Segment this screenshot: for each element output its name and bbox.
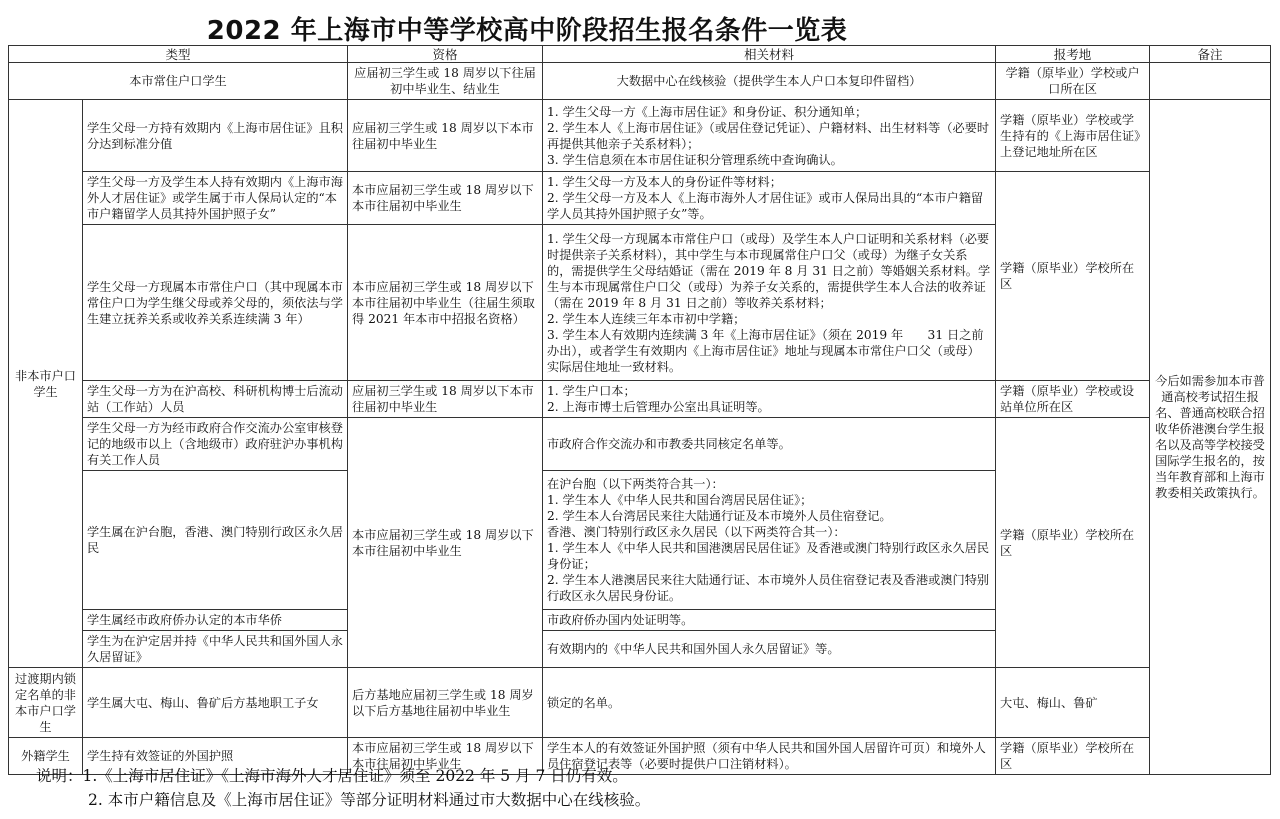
cell-r2-materials: 1. 学生父母一方及本人的身份证件等材料； 2. 学生父母一方及本人《上海市海外人才居住证》或市人保局出具的“本市户籍留学人员其持外国护照子女”等。 bbox=[543, 172, 996, 225]
cell-r2-qualification: 本市应届初三学生或 18 周岁以下本市往届初中毕业生 bbox=[348, 172, 543, 225]
table-row bbox=[9, 172, 1271, 225]
header-type: 类型 bbox=[9, 46, 348, 63]
page-title: 2022 年上海市中等学校高中阶段招生报名条件一览表 bbox=[206, 16, 848, 46]
header-exam-location: 报考地 bbox=[996, 46, 1150, 63]
footnotes bbox=[36, 764, 650, 812]
table-row-local bbox=[9, 63, 1271, 100]
header-materials: 相关材料 bbox=[543, 46, 996, 63]
cell-r8-type: 学生为在沪定居并持《中华人民共和国外国人永久居留证》 bbox=[83, 631, 348, 668]
footnote-1: 说明：1.《上海市居住证》《上海市海外人才居住证》须至 2022 年 5 月 7 日仍有效。 bbox=[36, 767, 628, 785]
cell-r10-materials: 学生本人的有效签证外国护照（须有中华人民共和国外国人居留许可页）和境外人员住宿登记表等（必要时提供户口注销材料）。 bbox=[543, 738, 996, 775]
cell-r5-type: 学生父母一方为经市政府合作交流办公室审核登记的地级市以上（含地级市）政府驻沪办事机构有关工作人员 bbox=[83, 418, 348, 471]
cell-r1-type: 学生父母一方持有效期内《上海市居住证》且积分达到标准分值 bbox=[83, 100, 348, 172]
footnote-2: 2. 本市户籍信息及《上海市居住证》等部分证明材料通过市大数据中心在线核验。 bbox=[88, 791, 651, 809]
cell-r4-type: 学生父母一方为在沪高校、科研机构博士后流动站（工作站）人员 bbox=[83, 381, 348, 418]
cell-r7-materials: 市政府侨办国内处证明等。 bbox=[543, 610, 996, 631]
cell-r3-location: 学籍（原毕业）学校所在区 bbox=[996, 172, 1150, 381]
cell-r5-location: 学籍（原毕业）学校所在区 bbox=[996, 418, 1150, 668]
cell-local-type: 本市常住户口学生 bbox=[9, 63, 348, 100]
cell-local-materials: 大数据中心在线核验（提供学生本人户口本复印件留档） bbox=[543, 63, 996, 100]
cell-remark: 今后如需参加本市普通高校考试招生报名、普通高校联合招收华侨港澳台学生报名以及高等学校接受国际学生报名的，按当年教育部和上海市教委相关政策执行。 bbox=[1150, 100, 1271, 775]
cell-r9-location: 大屯、梅山、鲁矿 bbox=[996, 668, 1150, 738]
cell-r1-materials: 1. 学生父母一方《上海市居住证》和身份证、积分通知单； 2. 学生本人《上海市居住证》（或居住登记凭证）、户籍材料、出生材料等（必要时再提供其他亲子关系材料）； 3. 学生信息须在本市居住证积分管理系统中查询确认。 bbox=[543, 100, 996, 172]
cell-r9-materials: 锁定的名单。 bbox=[543, 668, 996, 738]
cell-r8-materials: 有效期内的《中华人民共和国外国人永久居留证》等。 bbox=[543, 631, 996, 668]
cell-local-location: 学籍（原毕业）学校或户口所在区 bbox=[996, 63, 1150, 100]
cell-r4-materials: 1. 学生户口本； 2. 上海市博士后管理办公室出具证明等。 bbox=[543, 381, 996, 418]
cell-r10-type: 学生持有效签证的外国护照 bbox=[83, 738, 348, 775]
cell-r3-qualification: 本市应届初三学生或 18 周岁以下本市往届初中毕业生（往届生须取得 2021 年本市中招报名资格） bbox=[348, 225, 543, 381]
cell-r9-type: 学生属大屯、梅山、鲁矿后方基地职工子女 bbox=[83, 668, 348, 738]
cell-r6-materials: 在沪台胞（以下两类符合其一）： 1. 学生本人《中华人民共和国台湾居民居住证》； 2. 学生本人台湾居民来往大陆通行证及本市境外人员住宿登记。 香港、澳门特别行政区永久居民（以下两类符合其一）： 1. 学生本人《中华人民共和国港澳居民居住证》及香港或澳门特别行政区永久居民身份证； 2. 学生本人港澳居民来往大陆通行证、本市境外人员住宿登记表及香港或澳门特别行政区永久居民身份证。 bbox=[543, 471, 996, 610]
table-row bbox=[9, 668, 1271, 738]
table-row bbox=[9, 381, 1271, 418]
cell-r5-materials: 市政府合作交流办和市教委共同核定名单等。 bbox=[543, 418, 996, 471]
cell-r10-qualification: 本市应届初三学生或 18 周岁以下本市往届初中毕业生 bbox=[348, 738, 543, 775]
cell-r1-qualification: 应届初三学生或 18 周岁以下本市往届初中毕业生 bbox=[348, 100, 543, 172]
cell-r5-qualification: 本市应届初三学生或 18 周岁以下本市往届初中毕业生 bbox=[348, 418, 543, 668]
cell-r10-category: 外籍学生 bbox=[9, 738, 83, 775]
cell-r4-location: 学籍（原毕业）学校或设站单位所在区 bbox=[996, 381, 1150, 418]
cell-r4-qualification: 应届初三学生或 18 周岁以下本市往届初中毕业生 bbox=[348, 381, 543, 418]
cell-r1-location: 学籍（原毕业）学校或学生持有的《上海市居住证》上登记地址所在区 bbox=[996, 100, 1150, 172]
table-row bbox=[9, 100, 1271, 172]
cell-r3-type: 学生父母一方现属本市常住户口（其中现属本市常住户口为学生继父母或养父母的，须依法与学生建立抚养关系或收养关系连续满 3 年） bbox=[83, 225, 348, 381]
header-row bbox=[9, 46, 1271, 63]
cell-r9-qualification: 后方基地应届初三学生或 18 周岁以下后方基地往届初中毕业生 bbox=[348, 668, 543, 738]
cell-nonlocal-category: 非本市户口学生 bbox=[9, 100, 83, 668]
cell-local-qualification: 应届初三学生或 18 周岁以下往届初中毕业生、结业生 bbox=[348, 63, 543, 100]
cell-r9-category: 过渡期内锁定名单的非本市户口学生 bbox=[9, 668, 83, 738]
cell-r3-materials: 1. 学生父母一方现属本市常住户口（或母）及学生本人户口证明和关系材料（必要时提供亲子关系材料），其中学生与本市现属常住户口父（或母）为继子女关系的，需提供学生父母结婚证（需在 2019 年 8 月 31 日之前）等婚姻关系材料。学生与本市现属常住户口父（或母）为养子女关系的，需提供学生本人合法的收养证（需在 2019 年 8 月 31 日之前）等收养关系材料； 2. 学生本人连续三年本市初中学籍； 3. 学生本人有效期内连续满 3 年《上海市居住证》（须在 2019 年 31 日之前办出），或者学生有效期内《上海市居住证》地址与现属本市常住户口父（或母）实际居住地址一致材料。 bbox=[543, 225, 996, 381]
cell-r10-location: 学籍（原毕业）学校所在区 bbox=[996, 738, 1150, 775]
cell-r2-type: 学生父母一方及学生本人持有效期内《上海市海外人才居住证》或学生属于市人保局认定的“本市户籍留学人员其持外国护照子女” bbox=[83, 172, 348, 225]
admission-conditions-table bbox=[8, 45, 1271, 775]
header-remarks: 备注 bbox=[1150, 46, 1271, 63]
cell-r7-type: 学生属经市政府侨办认定的本市华侨 bbox=[83, 610, 348, 631]
cell-local-remark bbox=[1150, 63, 1271, 100]
cell-r6-type: 学生属在沪台胞，香港、澳门特别行政区永久居民 bbox=[83, 471, 348, 610]
table-row bbox=[9, 418, 1271, 471]
header-qualification: 资格 bbox=[348, 46, 543, 63]
